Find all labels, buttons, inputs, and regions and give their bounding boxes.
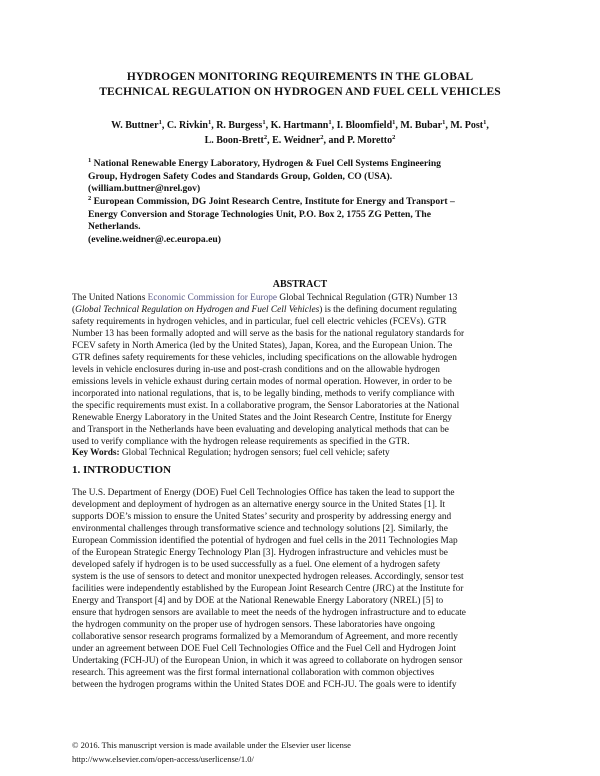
affiliation-1-line: National Renewable Energy Laboratory, Hydrogen & Fuel Cell Systems Engineering bbox=[93, 158, 441, 169]
author-affiliation-mark: 1 bbox=[442, 119, 446, 126]
keywords bbox=[72, 447, 532, 459]
author-name: L. Boon-Brett bbox=[204, 135, 264, 146]
abstract-line: GTR defines safety requirements for these vehicles, including specifications on the allowable hydrogen bbox=[72, 353, 457, 363]
author-affiliation-mark: 2 bbox=[320, 134, 324, 141]
introduction-line: system is the use of sensors to detect and monitor unexpected hydrogen releases. Accordingly, sensor test bbox=[72, 572, 464, 582]
introduction-line: of the European Strategic Energy Technology Plan [3]. Hydrogen infrastructure and vehicles must be bbox=[72, 548, 448, 558]
affiliation-1-line: Group, Hydrogen Safety Codes and Standards Group, Golden, CO (USA). bbox=[88, 170, 393, 182]
introduction-line: between the hydrogen programs within the United States DOE and FCH-JU. The goals were to identify bbox=[72, 680, 457, 690]
abstract-line: Renewable Energy Laboratory in the United States and the Joint Research Centre, Institute for Energy bbox=[72, 413, 452, 423]
title-line-2: TECHNICAL REGULATION ON HYDROGEN AND FUEL CELL VEHICLES bbox=[99, 85, 501, 98]
introduction-line: European Commission identified the potential of hydrogen and fuel cells in the 2011 Technologies Map bbox=[72, 536, 458, 546]
author-name: M. Bubar bbox=[400, 120, 443, 131]
author-affiliation-mark: 1 bbox=[392, 119, 396, 126]
keywords-text: Global Technical Regulation; hydrogen sensors; fuel cell vehicle; safety bbox=[119, 448, 390, 458]
abstract-line: the specific requirements must exist. In a collaborative program, the Sensor Laboratories at the National bbox=[72, 401, 460, 411]
highlighted-phrase: Economic Commission for Europe bbox=[147, 293, 278, 303]
introduction-line: collaborative sensor research programs formalized by a Memorandum of Agreement, and more recently bbox=[72, 632, 458, 642]
introduction-line: Energy and Transport [4] and by DOE at the National Renewable Energy Laboratory (NREL) [5] to bbox=[72, 596, 444, 606]
author-name: M. Post bbox=[450, 120, 484, 131]
introduction-line: ensure that hydrogen sensors are available to meet the needs of the hydrogen infrastructure and to educate bbox=[72, 608, 466, 618]
author-separator: , bbox=[161, 120, 167, 131]
affiliation-2-line: Netherlands. bbox=[88, 221, 141, 233]
affiliation-1 bbox=[88, 158, 528, 196]
author-name: I. Bloomfield bbox=[336, 120, 393, 131]
author-separator: , bbox=[267, 135, 273, 146]
author-affiliation-mark: 1 bbox=[328, 119, 332, 126]
author-separator: , and bbox=[323, 135, 348, 146]
author-name: E. Weidner bbox=[272, 135, 321, 146]
author-separator: , bbox=[445, 120, 451, 131]
author-affiliation-mark: 2 bbox=[392, 134, 396, 141]
affiliation-2-number: 2 bbox=[88, 195, 92, 202]
introduction-line: developed safely if hydrogen is to be used successfully as a fuel. One element of a hydrogen safety bbox=[72, 560, 441, 570]
abstract-line: incorporated into national regulations, that is, to be legally binding, methods to verify compliance with bbox=[72, 389, 455, 399]
affiliation-2-email: (eveline.weidner@.ec.europa.eu) bbox=[88, 234, 221, 246]
affiliation-1-number: 1 bbox=[88, 157, 92, 164]
author-affiliation-mark: 1 bbox=[207, 119, 212, 126]
author-name: P. Moretto bbox=[347, 135, 393, 146]
abstract-line: FCEV safety in North America (led by the United States), Japan, Korea, and the European Union. The bbox=[72, 341, 453, 351]
introduction-line: research. This agreement was the first formal international collaboration with common objectives bbox=[72, 668, 435, 678]
abstract-line: and Transport in the Netherlands have been evaluating and developing analytical methods that can be bbox=[72, 425, 449, 435]
title-line-1: HYDROGEN MONITORING REQUIREMENTS IN THE GLOBAL bbox=[126, 71, 474, 83]
author-affiliation-mark: 1 bbox=[158, 119, 162, 126]
author-separator: , bbox=[211, 120, 217, 131]
italic-title: Global Technical Regulation on Hydrogen and Fuel Cell Vehicles bbox=[75, 305, 320, 315]
author-line bbox=[80, 118, 520, 133]
abstract-line: used to verify compliance with the hydrogen release requirements as specified in the GTR. bbox=[72, 437, 410, 447]
introduction-line: facilities were independently established by the European Joint Research Centre (JRC) at the Institute for bbox=[72, 584, 464, 594]
author-affiliation-mark: 1 bbox=[262, 119, 266, 126]
keywords-label: Key Words: bbox=[72, 448, 120, 458]
abstract-heading: ABSTRACT bbox=[272, 279, 328, 290]
introduction-line: under an agreement between DOE Fuel Cell Technologies Office and the Fuel Cell and Hydrogen Joint bbox=[72, 644, 456, 654]
introduction-line: The U.S. Department of Energy (DOE) Fuel Cell Technologies Office has taken the lead to support the bbox=[72, 488, 455, 498]
author-separator: , bbox=[395, 120, 401, 131]
license-notice: © 2016. This manuscript version is made available under the Elsevier user license bbox=[72, 740, 351, 750]
author-separator: , bbox=[265, 120, 271, 131]
introduction-body bbox=[72, 487, 532, 691]
affiliation-2-line: Energy Conversion and Storage Technologies Unit, P.O. Box 2, 1755 ZG Petten, The bbox=[88, 208, 431, 220]
license-url: http://www.elsevier.com/open-access/userlicense/1.0/ bbox=[72, 754, 254, 764]
abstract-line: (Global Technical Regulation on Hydrogen and Fuel Cell Vehicles) is the defining document regulating bbox=[72, 305, 457, 315]
abstract-body bbox=[72, 292, 532, 448]
author-list bbox=[80, 118, 520, 148]
introduction-line: development and deployment of hydrogen as an alternative energy source in the United States [1]. It bbox=[72, 500, 446, 510]
introduction-line: environmental challenges through transformative science and technology solutions [2]. Similarly, the bbox=[72, 524, 448, 534]
author-name: W. Buttner bbox=[111, 120, 159, 131]
author-separator: , bbox=[486, 120, 489, 131]
author-line bbox=[80, 133, 520, 148]
section-heading-introduction: 1. INTRODUCTION bbox=[72, 464, 172, 476]
introduction-line: supports DOE’s mission to ensure the United States’ security and prosperity by addressing energy and bbox=[72, 512, 452, 522]
author-affiliation-mark: 1 bbox=[483, 119, 487, 126]
abstract-line: The United Nations Economic Commission for Europe Global Technical Regulation (GTR) Number 13 bbox=[72, 293, 458, 303]
abstract-line: safety requirements in hydrogen vehicles, and in particular, fuel cell electric vehicles (FCEVs). GTR bbox=[72, 317, 447, 327]
abstract-line: levels in vehicle enclosures during in-use and post-crash conditions and on the allowable hydrogen bbox=[72, 365, 440, 375]
author-name: R. Burgess bbox=[216, 120, 263, 131]
author-separator: , bbox=[331, 120, 337, 131]
affiliation-1-email: (william.buttner@nrel.gov) bbox=[88, 183, 201, 195]
paper-title bbox=[60, 70, 540, 99]
introduction-line: the hydrogen community on the proper use of hydrogen sensors. These laboratories have ongoing bbox=[72, 620, 435, 630]
author-affiliation-mark: 2 bbox=[263, 134, 268, 141]
author-name: K. Hartmann bbox=[270, 120, 329, 131]
affiliation-2-line: European Commission, DG Joint Research Centre, Institute for Energy and Transport – bbox=[93, 196, 455, 207]
affiliation-2 bbox=[88, 196, 528, 247]
introduction-line: Undertaking (FCH-JU) of the European Union, in which it was agreed to collaborate on hydrogen sensor bbox=[72, 656, 463, 666]
abstract-line: Number 13 has been formally adopted and will serve as the basis for the national regulatory standards for bbox=[72, 329, 465, 339]
author-name: C. Rivkin bbox=[166, 120, 208, 131]
abstract-line: emissions levels in vehicle exhaust during certain modes of normal operation. However, in order to be bbox=[72, 377, 452, 387]
